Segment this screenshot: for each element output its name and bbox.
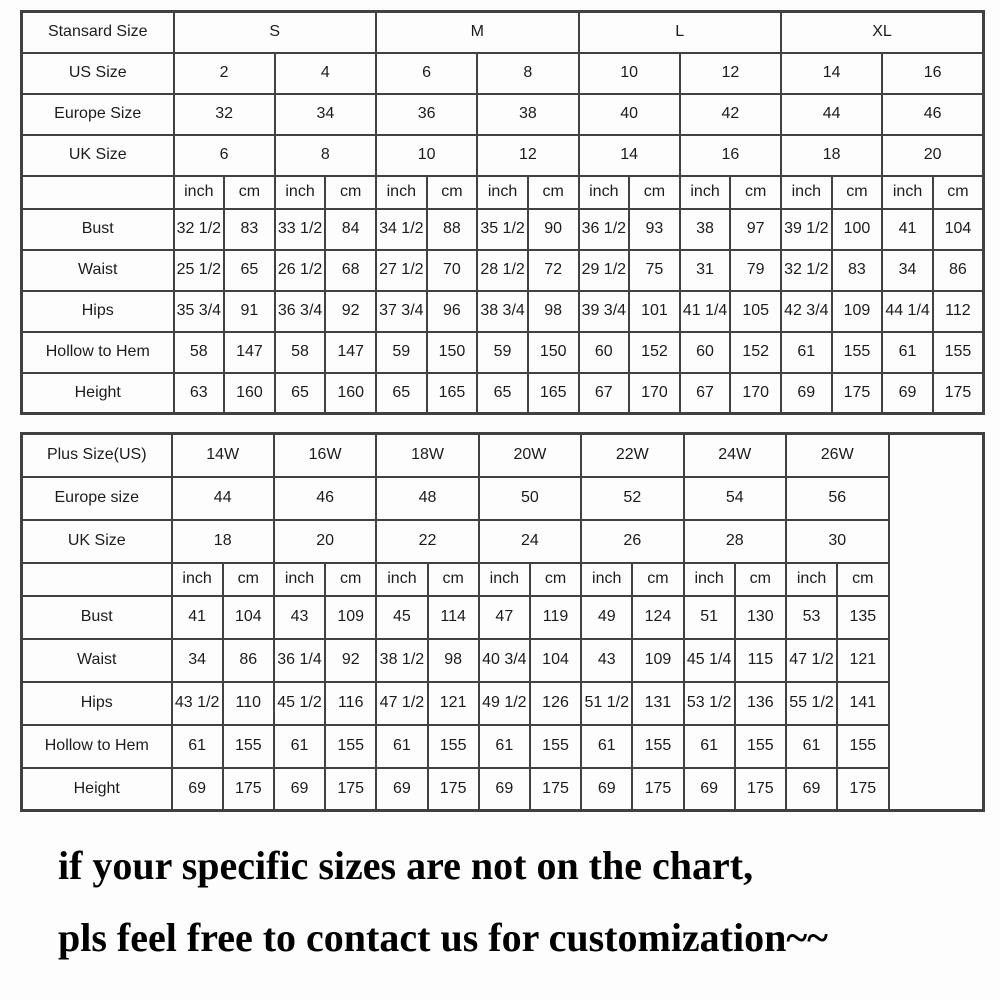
measurement-cell: 119 [530, 596, 581, 639]
measurement-cell: 170 [629, 373, 680, 414]
measurement-cell: 97 [730, 209, 781, 250]
measurement-cell: 121 [837, 639, 888, 682]
size-cell: 24 [479, 520, 581, 563]
height-row [22, 373, 984, 414]
measurement-cell: 150 [528, 332, 579, 373]
measurement-cell: 75 [629, 250, 680, 291]
measurement-cell: 61 [581, 725, 632, 768]
measurement-cell: 51 [684, 596, 735, 639]
measurement-cell: 35 3/4 [174, 291, 225, 332]
measurement-cell: 136 [735, 682, 786, 725]
measurement-cell: 155 [933, 332, 984, 373]
row-label: UK Size [22, 520, 172, 563]
size-cell: 6 [376, 53, 477, 94]
measurement-cell: 61 [376, 725, 427, 768]
measurement-cell: 36 3/4 [275, 291, 326, 332]
unit-cell: inch [376, 563, 427, 596]
measurement-cell: 69 [786, 768, 837, 811]
measurement-cell: 43 [274, 596, 325, 639]
plus-unit-header-row [22, 563, 984, 596]
measurement-cell: 104 [530, 639, 581, 682]
measurement-cell: 65 [477, 373, 528, 414]
row-label: Height [22, 768, 172, 811]
measurement-cell: 39 3/4 [579, 291, 630, 332]
unit-cell: cm [223, 563, 274, 596]
size-cell: 52 [581, 477, 683, 520]
size-cell: 20 [274, 520, 376, 563]
size-cell: 46 [274, 477, 376, 520]
measurement-cell: 40 3/4 [479, 639, 530, 682]
size-cell: 46 [882, 94, 983, 135]
row-label: Europe Size [22, 94, 174, 135]
size-cell: 10 [579, 53, 680, 94]
unit-cell: cm [832, 176, 883, 209]
measurement-cell: 175 [832, 373, 883, 414]
size-cell: 44 [781, 94, 882, 135]
unit-cell: inch [274, 563, 325, 596]
measurement-cell: 116 [325, 682, 376, 725]
size-group-s: S [174, 12, 377, 53]
measurement-cell: 61 [172, 725, 223, 768]
size-cell: 18 [781, 135, 882, 176]
unit-cell: cm [629, 176, 680, 209]
measurement-cell: 155 [632, 725, 683, 768]
measurement-cell: 25 1/2 [174, 250, 225, 291]
size-cell: 8 [275, 135, 376, 176]
size-cell: 6 [174, 135, 275, 176]
measurement-cell: 61 [781, 332, 832, 373]
measurement-cell: 175 [223, 768, 274, 811]
measurement-cell: 51 1/2 [581, 682, 632, 725]
measurement-cell: 175 [530, 768, 581, 811]
measurement-cell: 92 [325, 639, 376, 682]
measurement-cell: 110 [223, 682, 274, 725]
measurement-cell: 104 [223, 596, 274, 639]
row-label: Waist [22, 639, 172, 682]
row-label: Waist [22, 250, 174, 291]
measurement-cell: 27 1/2 [376, 250, 427, 291]
measurement-cell: 152 [629, 332, 680, 373]
size-cell: 32 [174, 94, 275, 135]
empty-cell [22, 563, 172, 596]
empty-column [889, 434, 984, 811]
size-group-16w: 16W [274, 434, 376, 477]
size-cell: 44 [172, 477, 274, 520]
size-cell: 40 [579, 94, 680, 135]
unit-cell: inch [581, 563, 632, 596]
measurement-cell: 109 [325, 596, 376, 639]
measurement-cell: 67 [680, 373, 731, 414]
measurement-cell: 155 [428, 725, 479, 768]
measurement-cell: 58 [275, 332, 326, 373]
measurement-cell: 147 [224, 332, 275, 373]
us-size-row [22, 53, 984, 94]
measurement-cell: 69 [172, 768, 223, 811]
measurement-cell: 68 [325, 250, 376, 291]
hollow-to-hem-row [22, 332, 984, 373]
measurement-cell: 84 [325, 209, 376, 250]
size-group-22w: 22W [581, 434, 683, 477]
measurement-cell: 42 3/4 [781, 291, 832, 332]
measurement-cell: 39 1/2 [781, 209, 832, 250]
row-label: Bust [22, 209, 174, 250]
measurement-cell: 61 [479, 725, 530, 768]
measurement-cell: 114 [428, 596, 479, 639]
hips-row [22, 291, 984, 332]
plus-height-row [22, 768, 984, 811]
measurement-cell: 98 [428, 639, 479, 682]
plus-waist-row [22, 639, 984, 682]
measurement-cell: 45 1/4 [684, 639, 735, 682]
unit-cell: inch [680, 176, 731, 209]
table-spacer [20, 415, 985, 432]
size-cell: 42 [680, 94, 781, 135]
empty-cell [22, 176, 174, 209]
waist-row [22, 250, 984, 291]
measurement-cell: 36 1/4 [274, 639, 325, 682]
measurement-cell: 98 [528, 291, 579, 332]
measurement-cell: 26 1/2 [275, 250, 326, 291]
uk-size-row [22, 135, 984, 176]
plus-size-table [20, 432, 985, 812]
size-group-26w: 26W [786, 434, 889, 477]
size-cell: 16 [882, 53, 983, 94]
unit-cell: inch [172, 563, 223, 596]
measurement-cell: 43 [581, 639, 632, 682]
row-label: Hollow to Hem [22, 725, 172, 768]
measurement-cell: 45 1/2 [274, 682, 325, 725]
size-cell: 16 [680, 135, 781, 176]
unit-cell: cm [933, 176, 984, 209]
measurement-cell: 170 [730, 373, 781, 414]
unit-cell: inch [479, 563, 530, 596]
size-cell: 2 [174, 53, 275, 94]
measurement-cell: 59 [477, 332, 528, 373]
size-group-20w: 20W [479, 434, 581, 477]
measurement-cell: 53 1/2 [684, 682, 735, 725]
unit-cell: cm [530, 563, 581, 596]
measurement-cell: 65 [376, 373, 427, 414]
plus-uk-size-row [22, 520, 984, 563]
size-cell: 10 [376, 135, 477, 176]
measurement-cell: 86 [933, 250, 984, 291]
standard-size-table [20, 10, 985, 415]
measurement-cell: 61 [274, 725, 325, 768]
size-cell: 18 [172, 520, 274, 563]
measurement-cell: 175 [428, 768, 479, 811]
size-cell: 12 [477, 135, 578, 176]
measurement-cell: 37 3/4 [376, 291, 427, 332]
measurement-cell: 109 [832, 291, 883, 332]
measurement-cell: 35 1/2 [477, 209, 528, 250]
size-cell: 48 [376, 477, 478, 520]
measurement-cell: 175 [325, 768, 376, 811]
measurement-cell: 105 [730, 291, 781, 332]
measurement-cell: 41 [882, 209, 933, 250]
unit-cell: cm [632, 563, 683, 596]
measurement-cell: 69 [376, 768, 427, 811]
size-group-m: M [376, 12, 579, 53]
row-label: Hollow to Hem [22, 332, 174, 373]
measurement-cell: 100 [832, 209, 883, 250]
unit-header-row [22, 176, 984, 209]
measurement-cell: 47 1/2 [376, 682, 427, 725]
row-label: Europe size [22, 477, 172, 520]
measurement-cell: 69 [882, 373, 933, 414]
size-cell: 54 [684, 477, 786, 520]
measurement-cell: 165 [427, 373, 478, 414]
measurement-cell: 41 [172, 596, 223, 639]
row-label: Bust [22, 596, 172, 639]
measurement-cell: 38 3/4 [477, 291, 528, 332]
measurement-cell: 91 [224, 291, 275, 332]
size-group-14w: 14W [172, 434, 274, 477]
measurement-cell: 112 [933, 291, 984, 332]
measurement-cell: 131 [632, 682, 683, 725]
measurement-cell: 34 [172, 639, 223, 682]
plus-hips-row [22, 682, 984, 725]
unit-cell: inch [579, 176, 630, 209]
measurement-cell: 79 [730, 250, 781, 291]
measurement-cell: 93 [629, 209, 680, 250]
customization-note [58, 842, 985, 962]
measurement-cell: 69 [581, 768, 632, 811]
measurement-cell: 90 [528, 209, 579, 250]
row-label: US Size [22, 53, 174, 94]
unit-cell: cm [837, 563, 888, 596]
size-cell: 38 [477, 94, 578, 135]
unit-cell: inch [781, 176, 832, 209]
size-cell: 14 [781, 53, 882, 94]
measurement-cell: 83 [832, 250, 883, 291]
measurement-cell: 53 [786, 596, 837, 639]
measurement-cell: 155 [735, 725, 786, 768]
measurement-cell: 160 [224, 373, 275, 414]
measurement-cell: 150 [427, 332, 478, 373]
measurement-cell: 34 [882, 250, 933, 291]
measurement-cell: 28 1/2 [477, 250, 528, 291]
measurement-cell: 130 [735, 596, 786, 639]
measurement-cell: 115 [735, 639, 786, 682]
unit-cell: inch [684, 563, 735, 596]
measurement-cell: 49 [581, 596, 632, 639]
customization-note-line1: if your specific sizes are not on the chart, [58, 843, 754, 888]
unit-cell: cm [427, 176, 478, 209]
size-group-18w: 18W [376, 434, 478, 477]
measurement-cell: 104 [933, 209, 984, 250]
size-cell: 20 [882, 135, 983, 176]
measurement-cell: 165 [528, 373, 579, 414]
unit-cell: cm [325, 176, 376, 209]
size-cell: 28 [684, 520, 786, 563]
measurement-cell: 124 [632, 596, 683, 639]
measurement-cell: 69 [274, 768, 325, 811]
measurement-cell: 59 [376, 332, 427, 373]
measurement-cell: 69 [684, 768, 735, 811]
size-cell: 14 [579, 135, 680, 176]
customization-note-line2: pls feel free to contact us for customization~~ [58, 915, 828, 960]
measurement-cell: 29 1/2 [579, 250, 630, 291]
measurement-cell: 86 [223, 639, 274, 682]
measurement-cell: 109 [632, 639, 683, 682]
measurement-cell: 101 [629, 291, 680, 332]
measurement-cell: 61 [882, 332, 933, 373]
row-label: Height [22, 373, 174, 414]
measurement-cell: 61 [786, 725, 837, 768]
measurement-cell: 36 1/2 [579, 209, 630, 250]
measurement-cell: 55 1/2 [786, 682, 837, 725]
measurement-cell: 38 [680, 209, 731, 250]
measurement-cell: 96 [427, 291, 478, 332]
size-cell: 34 [275, 94, 376, 135]
unit-cell: cm [428, 563, 479, 596]
size-group-l: L [579, 12, 782, 53]
measurement-cell: 92 [325, 291, 376, 332]
measurement-cell: 70 [427, 250, 478, 291]
size-cell: 36 [376, 94, 477, 135]
measurement-cell: 155 [530, 725, 581, 768]
unit-cell: inch [376, 176, 427, 209]
size-cell: 30 [786, 520, 889, 563]
measurement-cell: 141 [837, 682, 888, 725]
size-cell: 12 [680, 53, 781, 94]
measurement-cell: 32 1/2 [174, 209, 225, 250]
unit-cell: cm [224, 176, 275, 209]
bust-row [22, 209, 984, 250]
row-label: Hips [22, 682, 172, 725]
measurement-cell: 83 [224, 209, 275, 250]
measurement-cell: 72 [528, 250, 579, 291]
unit-cell: cm [735, 563, 786, 596]
plus-header-row [22, 434, 984, 477]
measurement-cell: 43 1/2 [172, 682, 223, 725]
measurement-cell: 155 [325, 725, 376, 768]
measurement-cell: 47 [479, 596, 530, 639]
row-label: Hips [22, 291, 174, 332]
unit-cell: inch [477, 176, 528, 209]
europe-size-row [22, 94, 984, 135]
size-cell: 22 [376, 520, 478, 563]
measurement-cell: 65 [224, 250, 275, 291]
measurement-cell: 155 [832, 332, 883, 373]
measurement-cell: 33 1/2 [275, 209, 326, 250]
unit-cell: cm [730, 176, 781, 209]
measurement-cell: 63 [174, 373, 225, 414]
measurement-cell: 88 [427, 209, 478, 250]
standard-table-title: Stansard Size [22, 12, 174, 53]
unit-cell: inch [174, 176, 225, 209]
measurement-cell: 175 [735, 768, 786, 811]
measurement-cell: 175 [933, 373, 984, 414]
unit-cell: inch [882, 176, 933, 209]
measurement-cell: 60 [579, 332, 630, 373]
measurement-cell: 58 [174, 332, 225, 373]
measurement-cell: 44 1/4 [882, 291, 933, 332]
size-cell: 8 [477, 53, 578, 94]
measurement-cell: 175 [837, 768, 888, 811]
measurement-cell: 152 [730, 332, 781, 373]
measurement-cell: 147 [325, 332, 376, 373]
unit-cell: cm [528, 176, 579, 209]
size-group-xl: XL [781, 12, 984, 53]
measurement-cell: 61 [684, 725, 735, 768]
measurement-cell: 34 1/2 [376, 209, 427, 250]
measurement-cell: 69 [479, 768, 530, 811]
unit-cell: inch [786, 563, 837, 596]
standard-header-row [22, 12, 984, 53]
measurement-cell: 126 [530, 682, 581, 725]
measurement-cell: 155 [837, 725, 888, 768]
measurement-cell: 32 1/2 [781, 250, 832, 291]
measurement-cell: 155 [223, 725, 274, 768]
measurement-cell: 60 [680, 332, 731, 373]
measurement-cell: 69 [781, 373, 832, 414]
measurement-cell: 67 [579, 373, 630, 414]
measurement-cell: 121 [428, 682, 479, 725]
plus-europe-size-row [22, 477, 984, 520]
measurement-cell: 38 1/2 [376, 639, 427, 682]
unit-cell: inch [275, 176, 326, 209]
measurement-cell: 160 [325, 373, 376, 414]
measurement-cell: 175 [632, 768, 683, 811]
row-label: UK Size [22, 135, 174, 176]
measurement-cell: 47 1/2 [786, 639, 837, 682]
size-cell: 50 [479, 477, 581, 520]
measurement-cell: 135 [837, 596, 888, 639]
size-cell: 4 [275, 53, 376, 94]
size-cell: 56 [786, 477, 889, 520]
unit-cell: cm [325, 563, 376, 596]
measurement-cell: 41 1/4 [680, 291, 731, 332]
plus-table-title: Plus Size(US) [22, 434, 172, 477]
plus-bust-row [22, 596, 984, 639]
measurement-cell: 49 1/2 [479, 682, 530, 725]
size-group-24w: 24W [684, 434, 786, 477]
plus-hollow-to-hem-row [22, 725, 984, 768]
measurement-cell: 45 [376, 596, 427, 639]
measurement-cell: 31 [680, 250, 731, 291]
measurement-cell: 65 [275, 373, 326, 414]
size-cell: 26 [581, 520, 683, 563]
